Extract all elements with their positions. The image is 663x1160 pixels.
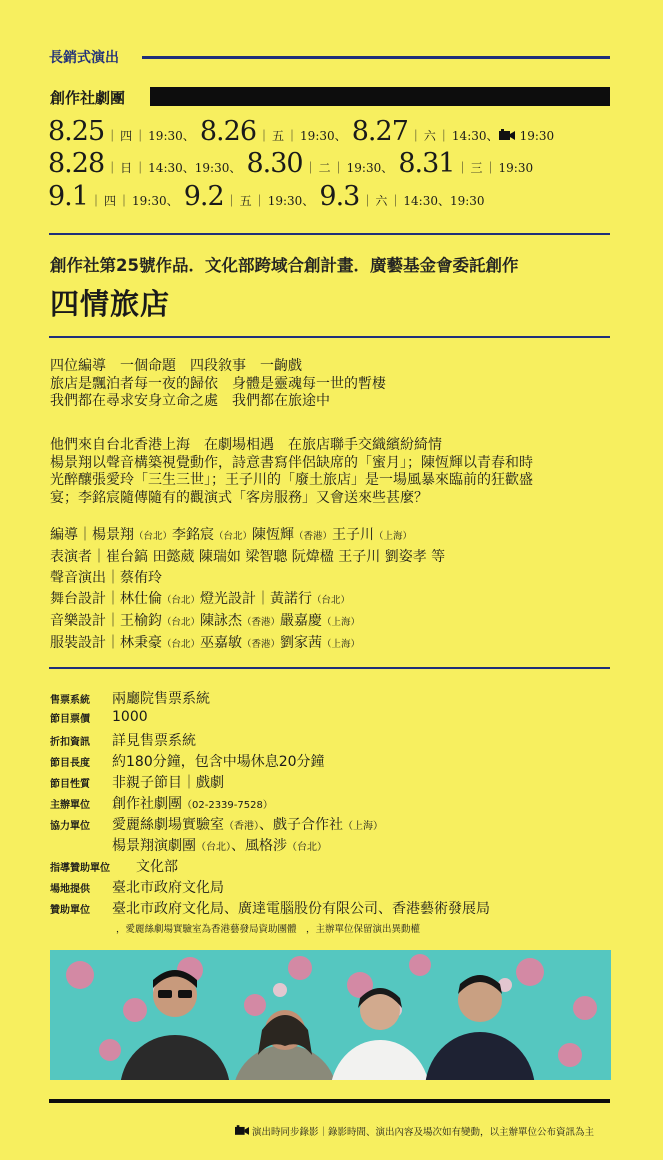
schedule-date: 8.31 [398, 148, 455, 179]
info-discount: 折扣資訊 詳見售票系統 [50, 733, 196, 749]
info-partner-2: 楊景翔演劇團（台北）、風格涉（台北） [112, 838, 327, 854]
schedule-date: 8.30 [246, 148, 303, 179]
info-partner: 協力單位 愛麗絲劇場實驗室（香港）、戲子合作社（上海） [50, 817, 383, 833]
footnote: ，愛麗絲劇場實驗室為香港藝發局資助團體 ，主辦單位保留演出異動權 [116, 924, 421, 935]
info-ticketing: 售票系統 兩廳院售票系統 [50, 691, 210, 707]
show-subtitle: 創作社第25號作品．文化部跨域合創計畫．廣藝基金會委託創作 [50, 256, 519, 275]
section-divider [142, 56, 610, 59]
schedule-row-1: 8.25 ｜ 四 ｜ 19:30、 8.26 ｜ 五 ｜ 19:30、 8.27 ｜ 六 ｜ 14:30、 19:30 [48, 116, 555, 147]
info-type: 節目性質 非親子節目｜戲劇 [50, 775, 224, 791]
schedule-date: 8.25 [48, 116, 105, 147]
divider [49, 336, 610, 338]
divider [49, 233, 610, 235]
header-black-bar [150, 87, 610, 106]
credit-stage: 舞台設計｜林仕倫（台北）燈光設計｜黃諾行（台北） [50, 591, 351, 607]
credits [50, 525, 445, 655]
story-text: 他們來自台北香港上海 在劇場相遇 在旅店聯手交織繽紛綺情 楊景翔以聲音構築視覺動作，詩意書寫伴侶缺席的「蜜月」；陳恆輝以青春和時 光醉釀張愛玲「三生三世」；王子川的「廢土旅店」是一場風暴來臨前的狂歡盛 宴；李銘宸隨傳隨有的觀演式「客房服務」又會送來些甚麼？ [50, 437, 533, 506]
info-length: 節目長度 約180分鐘，包含中場休息20分鐘 [50, 754, 325, 770]
schedule-date: 9.2 [183, 181, 224, 212]
schedule-row-2: 8.28 ｜ 日 ｜ 14:30、19:30、 8.30 ｜ 二 ｜ 19:30、 8.31 ｜ 三 ｜ 19:30 [48, 148, 534, 179]
company-name: 創作社劇團 [50, 89, 126, 107]
cast-photo [50, 950, 611, 1080]
credit-costume: 服裝設計｜林秉豪（台北）巫嘉敏（香港）劉家茜（上海） [50, 635, 361, 651]
footer-note: 演出時同步錄影｜錄影時間、演出內容及場次如有變動，以主辦單位公布資訊為主 [235, 1124, 594, 1138]
camera-icon [499, 125, 515, 144]
show-title: 四情旅店 [50, 287, 171, 321]
info-venue: 場地提供 臺北市政府文化局 [50, 880, 224, 896]
info-sponsor-guide: 指導贊助單位 文化部 [50, 859, 178, 875]
camera-icon [235, 1127, 249, 1138]
schedule-row-3: 9.1 ｜ 四 ｜ 19:30、 9.2 ｜ 五 ｜ 19:30、 9.3 ｜ 六 ｜ 14:30、19:30 [48, 181, 485, 212]
credit-sound: 聲音演出｜蔡侑玲 [50, 570, 162, 586]
info-sponsors: 贊助單位 臺北市政府文化局、廣達電腦股份有限公司、香港藝術發展局 [50, 901, 490, 917]
info-price: 節目票價 1000 [50, 709, 148, 725]
bottom-rule [49, 1099, 610, 1103]
credit-music: 音樂設計｜王榆鈞（台北）陳詠杰（香港）嚴嘉慶（上海） [50, 613, 361, 629]
divider [49, 667, 610, 669]
info-organizer: 主辦單位 創作社劇團（02-2339-7528） [50, 796, 273, 812]
schedule-date: 8.27 [351, 116, 408, 147]
intro-text: 四位編導 一個命題 四段敘事 一齣戲 旅店是飄泊者每一夜的歸依 身體是靈魂每一世的暫棲 我們都在尋求安身立命之處 我們都在旅途中 [50, 358, 386, 409]
credit-cast: 表演者｜崔台鎬 田懿葳 陳瑞如 梁智聰 阮煒楹 王子川 劉姿孝 等 [50, 549, 446, 565]
section-label: 長銷式演出 [49, 50, 119, 66]
schedule-date: 8.26 [199, 116, 256, 147]
credit-directors: 編導｜楊景翔（台北）李銘宸（台北）陳恆輝（香港）王子川（上海） [50, 527, 413, 543]
schedule-date: 8.28 [48, 148, 105, 179]
schedule-date: 9.3 [319, 181, 360, 212]
schedule-date: 9.1 [48, 181, 88, 212]
